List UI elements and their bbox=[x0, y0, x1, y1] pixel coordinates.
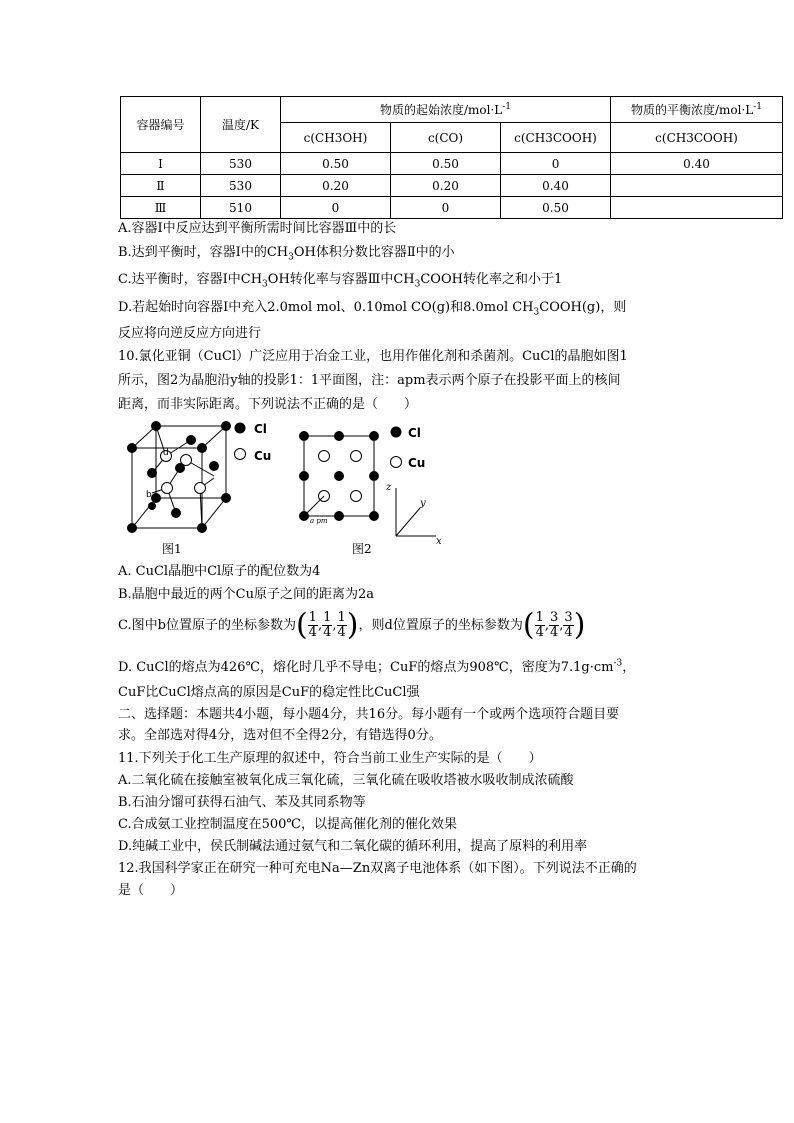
q9-option-b: B.达到平衡时，容器Ⅰ中的$CH_3OH$体积分数比容器Ⅱ中的小 bbox=[118, 245, 455, 263]
q10-option-a: A. CuCl晶胞中Cl原子的配位数为4 bbox=[118, 564, 321, 579]
subheader-ch3oh: c(CH3OH) bbox=[281, 123, 391, 153]
header-vessel: 容器编号 bbox=[121, 97, 201, 153]
atom-label-d: d bbox=[163, 448, 169, 458]
q11-option-a: A.二氧化硫在接触室被氧化成三氧化硫，三氧化硫在吸收塔被水吸收制成浓硫酸 bbox=[118, 773, 574, 788]
q11-option-c: C.合成氨工业控制温度在500℃，以提高催化剂的催化效果 bbox=[118, 817, 457, 832]
header-temperature: 温度/K bbox=[201, 97, 281, 153]
section-2-heading-line1: 二、选择题：本题共4小题，每小题4分，共16分。每小题有一个或两个选项符合题目要 bbox=[118, 707, 620, 722]
q12-stem-line2: 是（ ） bbox=[118, 883, 184, 898]
subheader-co: c(CO) bbox=[391, 123, 501, 153]
legend-cu-label-2: Cu bbox=[408, 456, 426, 470]
axis-y-label: y bbox=[420, 498, 426, 509]
figure-1-unit-cell bbox=[118, 418, 293, 558]
q10-option-b: B.晶胞中最近的两个Cu原子之间的距离为2a bbox=[118, 587, 375, 602]
table-row: Ⅰ 530 0.50 0.50 0 0.40 bbox=[121, 153, 783, 175]
subheader-ch3cooh-eq: c(CH3COOH) bbox=[611, 123, 783, 153]
figure-2-projection bbox=[296, 418, 456, 558]
q10-stem-line3: 距离，而非实际距离。下列说法不正确的是（ ） bbox=[118, 397, 418, 412]
apm-label: a pm bbox=[310, 517, 328, 525]
q9-option-d: D.若起始时向容器Ⅰ中充入2.0mol mol、0.10mol CO(g)和8.0mol $CH_3COOH(g)$，则 bbox=[118, 300, 627, 318]
table-row: Ⅲ 510 0 0 0.50 bbox=[121, 197, 783, 219]
axis-z-label: z bbox=[386, 482, 392, 493]
q9-option-c: C.达平衡时，容器Ⅰ中$CH_3OH$转化率与容器Ⅲ中$CH_3COOH$转化率之和小于1 bbox=[118, 272, 563, 290]
figure-2-caption: 图2 bbox=[352, 542, 372, 556]
axis-x-label: x bbox=[436, 536, 442, 547]
section-2-heading-line2: 求。全部选对得4分，选对但不全得2分，有错选得0分。 bbox=[118, 728, 442, 743]
header-equilibrium-concentration: 物质的平衡浓度$/mol\cdot L^{-1}$ bbox=[611, 97, 783, 123]
q10-option-d-line2: CuF比CuCl熔点高的原因是CuF的稳定性比CuCl强 bbox=[118, 685, 420, 700]
subheader-ch3cooh: c(CH3COOH) bbox=[501, 123, 611, 153]
q10-stem-line2: 所示，图2为晶胞沿y轴的投影1：1平面图，注：apm表示两个原子在投影平面上的核间 bbox=[118, 373, 621, 388]
q9-option-a: A.容器Ⅰ中反应达到平衡所需时间比容器Ⅲ中的长 bbox=[118, 221, 397, 236]
legend-cu-label: Cu bbox=[254, 449, 272, 463]
header-initial-concentration: 物质的起始浓度$/mol\cdot L^{-1}$ bbox=[281, 97, 611, 123]
q10-option-c: C.图中b位置原子的坐标参数为( $\frac{1}{4}$ , $\frac{1}{4}$ , $\frac{1}{4}$ )，则d位置原子的坐标参数为( $\frac{1}{4}$ , $\frac{3}{4}$ , $\frac{3}{4}$ ) bbox=[118, 607, 586, 643]
q11-stem: 11.下列关于化工生产原理的叙述中，符合当前工业生产实际的是（ ） bbox=[118, 751, 542, 766]
equilibrium-table bbox=[120, 96, 783, 219]
q10-stem-line1: 10.氯化亚铜（CuCl）广泛应用于冶金工业，也用作催化剂和杀菌剂。CuCl的晶胞如图1 bbox=[118, 349, 628, 364]
figure-1-caption: 图1 bbox=[162, 542, 182, 556]
atom-label-b: b bbox=[146, 490, 152, 500]
q9-option-d-line2: 反应将向逆反应方向进行 bbox=[118, 326, 262, 341]
legend-cl-label: Cl bbox=[254, 422, 267, 436]
legend-cl-label-2: Cl bbox=[408, 426, 421, 440]
q12-stem-line1: 12.我国科学家正在研究一种可充电Na—Zn双离子电池体系（如下图）。下列说法不正确的 bbox=[118, 861, 637, 876]
q11-option-d: D.纯碱工业中，侯氏制碱法通过氨气和二氧化碳的循环利用，提高了原料的利用率 bbox=[118, 839, 588, 854]
table-row: Ⅱ 530 0.20 0.20 0.40 bbox=[121, 175, 783, 197]
q10-option-d: D. CuCl的熔点为426℃，熔化时几乎不导电；CuF的熔点为908℃，密度为$7.1g\cdot cm^{-3}$， bbox=[118, 658, 636, 675]
q11-option-b: B.石油分馏可获得石油气、苯及其同系物等 bbox=[118, 795, 366, 810]
